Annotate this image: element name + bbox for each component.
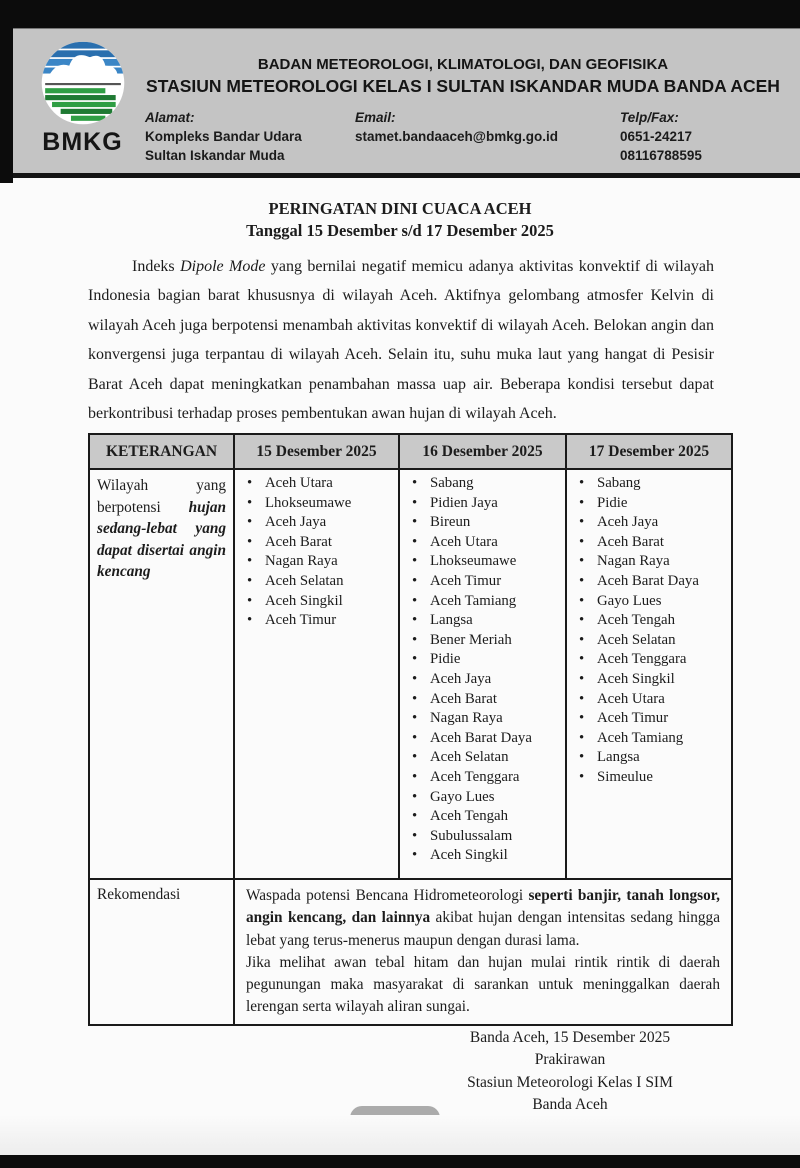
signature-block <box>420 1027 720 1117</box>
region-list-item <box>412 807 561 827</box>
bmkg-logo-icon <box>40 40 126 126</box>
region-name: Aceh Utara <box>265 475 333 491</box>
rekomendasi-body-cell <box>234 879 732 1025</box>
region-name: Aceh Barat Daya <box>430 729 532 746</box>
region-list-item <box>579 650 727 670</box>
bullet-icon: • <box>412 494 418 511</box>
region-list-item <box>579 533 727 553</box>
signature-city: Banda Aceh <box>532 1096 608 1114</box>
header-15-des: 15 Desember 2025 <box>234 434 399 469</box>
intro-rest: yang bernilai negatif memicu adanya aktivitas konvektif di wilayah Indonesia bagian barat khususnya di wilayah Aceh. Aktifnya gelombang atmosfer Kelvin di wilayah Aceh juga berpotensi menambah aktivitas konvektif di wilayah Aceh. Belokan angin dan konvergensi juga terpantau di wilayah Aceh. Selain itu, suhu muka laut yang hangat di Pesisir Barat Aceh dapat meningkatkan penambahan massa uap air. Beberapa kondisi tersebut dapat berkontribusi terhadap proses pembentukan awan hujan di wilayah Aceh. <box>88 258 715 423</box>
table-header-row <box>89 434 732 469</box>
region-name: Nagan Raya <box>430 710 503 727</box>
region-name: Lhokseumawe <box>430 553 517 570</box>
region-name: Pidien Jaya <box>430 494 498 511</box>
bullet-icon: • <box>247 572 253 589</box>
bullet-icon: • <box>412 651 418 668</box>
rekomendasi-normal-2: akibat hujan dengan intensitas sedang hingga lebat yang terus-menerus maupun dengan durasi lama. <box>246 909 720 949</box>
phone-line1: 0651-24217 <box>620 129 693 144</box>
region-name: Pidie <box>597 494 628 511</box>
station-name: STASIUN METEOROLOGI KELAS I SULTAN ISKANDAR MUDA BANDA ACEH <box>146 76 780 96</box>
region-list-item <box>412 474 561 494</box>
intro-paragraph <box>88 252 714 428</box>
region-name: Aceh Timur <box>430 572 502 589</box>
region-name: Aceh Singkil <box>430 847 508 864</box>
region-name: Langsa <box>597 749 640 766</box>
bullet-icon: • <box>412 572 418 589</box>
region-name: Aceh Singkil <box>265 592 343 609</box>
bullet-icon: • <box>579 690 585 707</box>
bullet-icon: • <box>412 533 418 550</box>
region-list-item <box>579 768 727 788</box>
intro-italic-term: Dipole Mode <box>180 258 266 275</box>
region-name: Sabang <box>430 475 474 491</box>
region-list-item <box>579 494 727 514</box>
region-list-item <box>412 846 561 866</box>
bullet-icon: • <box>579 553 585 570</box>
region-name: Lhokseumawe <box>265 494 352 511</box>
bullet-icon: • <box>412 690 418 707</box>
region-name: Aceh Jaya <box>265 514 327 531</box>
bullet-icon: • <box>412 729 418 746</box>
address-line1: Kompleks Bandar Udara <box>145 129 302 144</box>
region-name: Aceh Timur <box>265 612 337 629</box>
bullet-icon: • <box>579 494 585 511</box>
bullet-icon: • <box>579 631 585 648</box>
address-label: Alamat: <box>145 110 195 125</box>
region-list-item <box>412 513 561 533</box>
region-name: Sabang <box>597 475 641 491</box>
regions-17-cell <box>566 469 732 879</box>
bullet-icon: • <box>579 710 585 727</box>
bullet-icon: • <box>412 808 418 825</box>
bullet-icon: • <box>412 768 418 785</box>
header-keterangan: KETERANGAN <box>89 434 234 469</box>
bullet-icon: • <box>412 514 418 531</box>
rekomendasi-bold: seperti banjir, tanah longsor, angin kencang, dan lainnya <box>246 887 720 927</box>
bullet-icon: • <box>247 592 253 609</box>
region-list-item <box>579 709 727 729</box>
region-list-item <box>412 611 561 631</box>
bullet-icon: • <box>247 612 253 629</box>
region-list-item <box>247 611 394 631</box>
bullet-icon: • <box>579 592 585 609</box>
region-name: Aceh Tamiang <box>597 729 684 746</box>
rekomendasi-normal-1: Waspada potensi Bencana Hidrometeorologi <box>246 887 529 904</box>
address-line2: Sultan Iskandar Muda <box>145 148 285 163</box>
region-list-item <box>247 572 394 592</box>
region-list-item <box>412 729 561 749</box>
phone-block <box>620 108 702 165</box>
bullet-icon: • <box>412 710 418 727</box>
bullet-icon: • <box>579 651 585 668</box>
region-list-item <box>579 631 727 651</box>
rekomendasi-paragraph-1 <box>246 885 720 952</box>
region-list-item <box>412 670 561 690</box>
signature-place-date: Banda Aceh, 15 Desember 2025 <box>469 1029 671 1046</box>
region-name: Aceh Barat <box>265 533 332 550</box>
region-list-item <box>412 592 561 612</box>
bullet-icon: • <box>579 729 585 746</box>
table-row <box>89 469 732 879</box>
region-name: Bireun <box>430 514 471 531</box>
region-list-item <box>247 513 394 533</box>
letterhead <box>13 28 800 178</box>
region-name: Aceh Tengah <box>597 612 675 629</box>
region-list-item <box>579 670 727 690</box>
region-name: Aceh Tamiang <box>430 592 517 609</box>
signature-role: Prakirawan <box>534 1051 606 1069</box>
bullet-icon: • <box>247 494 253 511</box>
bullet-icon: • <box>579 572 585 589</box>
bullet-icon: • <box>412 631 418 648</box>
region-name: Gayo Lues <box>597 592 662 609</box>
region-name: Aceh Selatan <box>430 749 509 766</box>
left-edge-bar <box>0 28 13 183</box>
keterangan-normal: Wilayah yang berpotensi <box>97 477 226 516</box>
bullet-icon: • <box>412 827 418 844</box>
region-list-item <box>412 533 561 553</box>
region-list-item <box>579 552 727 572</box>
bullet-icon: • <box>579 768 585 785</box>
regions-15-cell <box>234 469 399 879</box>
region-name: Pidie <box>430 651 461 668</box>
intro-lead: Indeks <box>132 258 181 275</box>
region-list-item <box>412 827 561 847</box>
region-list-item <box>247 592 394 612</box>
region-name: Aceh Timur <box>597 710 669 727</box>
region-name: Aceh Barat <box>430 690 497 707</box>
bullet-icon: • <box>412 670 418 687</box>
phone-line2: 08116788595 <box>620 148 702 163</box>
bullet-icon: • <box>579 514 585 531</box>
region-name: Aceh Jaya <box>597 514 659 531</box>
region-list-item <box>579 690 727 710</box>
region-list-item <box>412 650 561 670</box>
region-list-item <box>579 748 727 768</box>
region-list-item <box>579 474 727 494</box>
region-name: Aceh Tengah <box>430 808 508 825</box>
region-name: Simeulue <box>597 768 653 785</box>
region-name: Langsa <box>430 612 473 629</box>
bullet-icon: • <box>412 592 418 609</box>
region-list-item <box>412 709 561 729</box>
bullet-icon: • <box>412 612 418 629</box>
bullet-icon: • <box>579 749 585 766</box>
bullet-icon: • <box>412 788 418 805</box>
bullet-icon: • <box>579 612 585 629</box>
table-row <box>89 879 732 1025</box>
bullet-icon: • <box>579 475 585 491</box>
bullet-icon: • <box>247 553 253 570</box>
region-list-item <box>579 513 727 533</box>
bullet-icon: • <box>579 670 585 687</box>
bullet-icon: • <box>579 533 585 550</box>
region-name: Aceh Selatan <box>597 631 676 648</box>
region-list-item <box>579 572 727 592</box>
region-name: Subulussalam <box>430 827 513 844</box>
bullet-icon: • <box>247 533 253 550</box>
region-list-item <box>247 552 394 572</box>
region-list-item <box>412 788 561 808</box>
header-17-des: 17 Desember 2025 <box>566 434 732 469</box>
phone-label: Telp/Fax: <box>620 110 679 125</box>
region-list-item <box>412 552 561 572</box>
address-block <box>145 108 302 165</box>
region-list-item <box>412 631 561 651</box>
region-name: Nagan Raya <box>265 553 338 570</box>
region-list-item <box>412 690 561 710</box>
region-list-item <box>579 611 727 631</box>
keterangan-emphasis: hujan sedang-lebat yang dapat disertai angin kencang <box>97 498 226 580</box>
region-list-item <box>579 592 727 612</box>
region-name: Aceh Barat <box>597 533 664 550</box>
region-list-item <box>247 533 394 553</box>
bullet-icon: • <box>412 749 418 766</box>
signature-station: Stasiun Meteorologi Kelas I SIM <box>467 1073 673 1091</box>
document-title: PERINGATAN DINI CUACA ACEH <box>268 199 532 218</box>
email-value: stamet.bandaaceh@bmkg.go.id <box>355 129 558 144</box>
region-name: Aceh Utara <box>430 533 498 550</box>
region-list-item <box>579 729 727 749</box>
region-list-item <box>412 494 561 514</box>
region-name: Aceh Tenggara <box>430 768 520 785</box>
email-block <box>355 108 558 146</box>
agency-name: BADAN METEOROLOGI, KLIMATOLOGI, DAN GEOFISIKA <box>257 56 669 73</box>
bullet-icon: • <box>247 514 253 531</box>
bottom-black-bar <box>0 1155 800 1168</box>
region-name: Bener Meriah <box>430 631 512 648</box>
region-name: Aceh Singkil <box>597 670 675 687</box>
region-list-item <box>412 572 561 592</box>
region-name: Aceh Utara <box>597 690 665 707</box>
email-label: Email: <box>355 110 396 125</box>
regions-16-cell <box>399 469 566 879</box>
region-list-item <box>412 768 561 788</box>
region-name: Gayo Lues <box>430 788 495 805</box>
rekomendasi-label-cell: Rekomendasi <box>89 879 234 1025</box>
top-black-bar <box>0 0 800 28</box>
bmkg-logo <box>35 40 130 157</box>
region-name: Aceh Jaya <box>430 670 492 687</box>
keterangan-cell <box>89 469 234 879</box>
region-name: Aceh Barat Daya <box>597 572 699 589</box>
bottom-gradient <box>0 1115 800 1155</box>
region-name: Aceh Selatan <box>265 572 344 589</box>
rekomendasi-paragraph-2: Jika melihat awan tebal hitam dan hujan mulai rintik rintik di daerah pegunungan maka masyarakat di sarankan untuk meninggalkan daerah lerengan serta wilayah aliran sungai. <box>246 953 720 1016</box>
bullet-icon: • <box>412 847 418 864</box>
region-list-item <box>247 494 394 514</box>
region-name: Aceh Tenggara <box>597 651 687 668</box>
region-list-item <box>412 748 561 768</box>
header-16-des: 16 Desember 2025 <box>399 434 566 469</box>
bullet-icon: • <box>247 475 253 491</box>
bullet-icon: • <box>412 553 418 570</box>
bullet-icon: • <box>412 475 418 491</box>
region-name: Nagan Raya <box>597 553 670 570</box>
bmkg-logo-text: BMKG <box>42 128 123 156</box>
document-subtitle: Tanggal 15 Desember s/d 17 Desember 2025 <box>246 221 554 240</box>
warning-table <box>88 433 733 1026</box>
region-list-item <box>247 474 394 494</box>
